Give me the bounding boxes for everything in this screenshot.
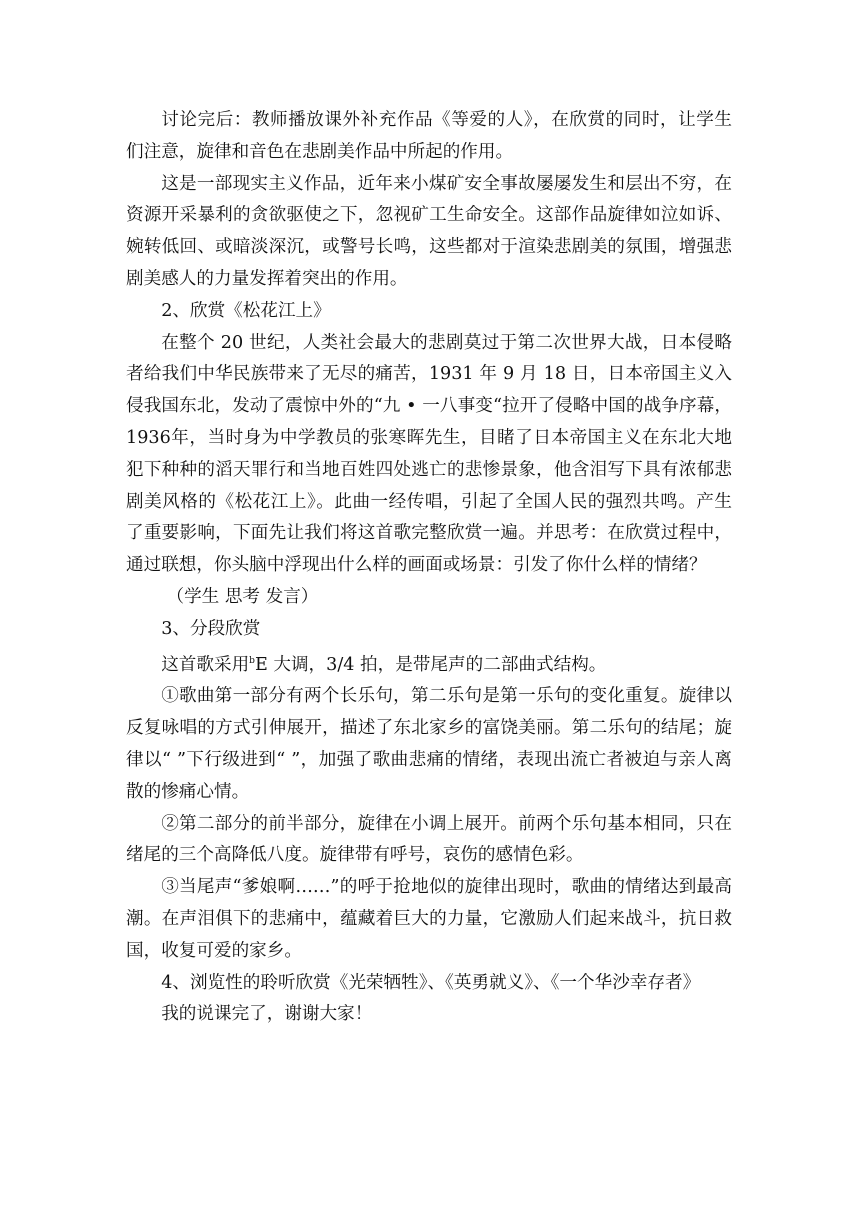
paragraph-part-one: ①歌曲第一部分有两个长乐句，第二乐句是第一乐句的变化重复。旋律以反复咏唱的方式引伸展开，描述了东北家乡的富饶美丽。第二乐句的结尾；旋律以“ ”下行级进到“ ”，加强了歌曲悲痛的情绪，表现出流亡者被迫与亲人离散的惨痛心情。 — [126, 686, 732, 802]
flat-sign: b — [249, 655, 255, 666]
heading-appreciate-songhua: 2、欣赏《松花江上》 — [161, 300, 331, 321]
paragraph-discussion: 讨论完后：教师播放课外补充作品《等爱的人》，在欣赏的同时，让学生们注意，旋律和音色在悲剧美作品中所起的作用。 — [126, 110, 732, 162]
paragraph-key-signature — [126, 646, 732, 682]
document-body — [126, 105, 732, 1031]
paragraph-history: 在整个 20 世纪，人类社会最大的悲剧莫过于第二次世界大战，日本侵略者给我们中华民族带来了无尽的痛苦，1931 年 9 月 18 日，日本帝国主义入侵我国东北，发动了震惊中外的“九 • 一八事变“拉开了侵略中国的战争序幕，1936年，当时身为中学教员的张寒晖先生，目睹了日本帝国主义在东北大地犯下种种的滔天罪行和当地百姓四处逃亡的悲惨景象，他含泪写下具有浓郁悲剧美风格的《松花江上》。此曲一经传唱，引起了全国人民的强烈共鸣。产生了重要影响，下面先让我们将这首歌完整欣赏一遍。并思考：在欣赏过程中，通过联想，你头脑中浮现出什么样的画面或场景：引发了你什么样的情绪？ — [126, 332, 732, 576]
paragraph-realism: 这是一部现实主义作品，近年来小煤矿安全事故屡屡发生和层出不穷，在资源开采暴利的贪欲驱使之下，忽视矿工生命安全。这部作品旋律如泣如诉、婉转低回、或暗淡深沉，或警号长鸣，这些都对于渲染悲剧美的氛围，增强悲剧美感人的力量发挥着突出的作用。 — [126, 173, 732, 289]
key-text-before: 这首歌采用 — [161, 654, 250, 675]
paragraph-closing: 我的说课完了，谢谢大家！ — [161, 1004, 373, 1025]
paragraph-coda: ③当尾声“爹娘啊……”的呼于抢地似的旋律出现时，歌曲的情绪达到最高潮。在声泪俱下的悲痛中，蕴藏着巨大的力量，它激励人们起来战斗，抗日救国，收复可爱的家乡。 — [126, 877, 732, 961]
heading-browse-listening: 4、浏览性的聆听欣赏《光荣牺牲》、《英勇就义》、《一个华沙幸存者》 — [161, 972, 701, 993]
heading-section-appreciation: 3、分段欣赏 — [161, 618, 261, 639]
paragraph-part-two: ②第二部分的前半部分，旋律在小调上展开。前两个乐句基本相同，只在绪尾的三个高降低八度。旋律带有呼号，哀伤的感情色彩。 — [126, 813, 732, 866]
key-text-after: E 大调，3/4 拍，是带尾声的二部曲式结构。 — [254, 654, 607, 675]
paragraph-students-activity: （学生 思考 发言） — [166, 586, 319, 607]
